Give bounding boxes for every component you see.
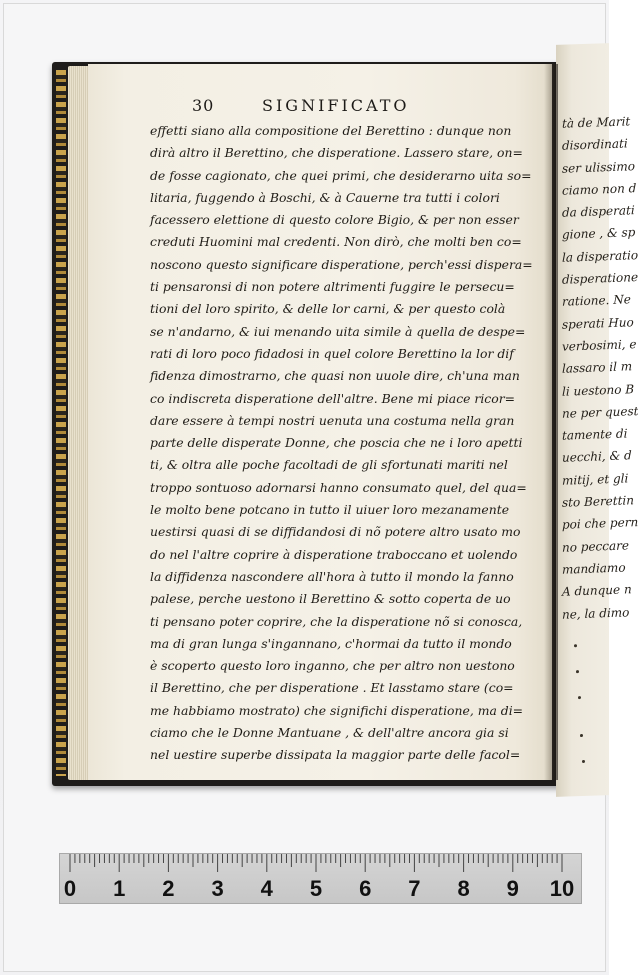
- ruler-label: 8: [457, 876, 470, 901]
- ruler-label: 1: [113, 876, 126, 901]
- ruler-ticks: [70, 854, 562, 874]
- right-text-line: disordinati: [562, 136, 628, 154]
- ornament-dot: [580, 734, 583, 737]
- ornament-dot: [574, 644, 577, 647]
- right-text-line: mandiamo: [562, 560, 626, 577]
- text-line: ti pensano poter coprire, che la disperatione nõ si conosca,: [150, 613, 523, 629]
- right-page-text: [562, 111, 638, 626]
- book-gutter: [544, 64, 558, 780]
- right-text-line: disperatione: [562, 270, 638, 287]
- text-line: troppo sontuoso adornarsi hanno consumato quel, del qua=: [150, 479, 527, 495]
- right-text-line: la disperatio: [562, 247, 638, 265]
- ruler-label: 7: [408, 876, 421, 901]
- ruler-label: 6: [359, 876, 372, 901]
- ruler-label: 10: [549, 876, 575, 901]
- text-line: le molto bene potcano in tutto il uiuer loro mezanamente: [150, 502, 510, 518]
- text-line: ti, & oltra alle poche facoltadi de gli sfortunati mariti nel: [150, 457, 508, 473]
- text-line: palese, perche uestono il Berettino & sotto coperta de uo: [150, 591, 511, 607]
- right-text-line: tamente di: [562, 426, 628, 443]
- ornament-dot: [578, 696, 581, 699]
- text-line: uestirsi quasi di se diffidandosi di nõ potere altro usato mo: [150, 524, 521, 540]
- text-line: noscono questo significare disperatione, perch'essi dispera=: [150, 256, 533, 272]
- right-text-line: no peccare: [562, 538, 629, 555]
- page-edges: [68, 66, 90, 780]
- right-text-line: uecchi, & d: [562, 448, 632, 466]
- right-text-line: ciamo non d: [562, 181, 637, 198]
- right-text-line: ne per quest: [562, 403, 638, 421]
- text-line: ti pensaronsi di non potere altrimenti fuggire le persecu=: [150, 279, 515, 295]
- gilt-spine-tooling: [56, 70, 66, 776]
- right-text-line: A dunque n: [562, 582, 632, 599]
- text-line: tioni del loro spirito, & delle lor carni, & per questo colà: [150, 301, 506, 317]
- text-line: facessero elettione di questo colore Bigio, & per non esser: [150, 212, 519, 228]
- right-text-line: ser ulissimo: [562, 158, 635, 176]
- right-text-line: sperati Huo: [562, 314, 634, 332]
- text-line: dirà altro il Berettino, che disperatione. Lassero stare, on=: [150, 145, 523, 161]
- right-page: [556, 43, 638, 797]
- ruler-labels: [63, 876, 575, 901]
- text-line: ma di gran lunga s'ingannano, c'hormai da tutto il mondo: [150, 635, 512, 651]
- right-text-line: verbosimi, e: [562, 337, 637, 354]
- right-text-line: poi che pern: [562, 515, 638, 533]
- right-text-line: da disperati: [562, 203, 635, 220]
- text-line: me habbiamo mostrato) che significhi disperatione, ma di=: [150, 702, 524, 718]
- ruler-label: 2: [162, 876, 175, 901]
- text-line: do nel l'altre coprire à disperatione traboccano et uolendo: [150, 546, 518, 562]
- text-line: la diffidenza nascondere all'hora à tutto il mondo la fanno: [150, 568, 514, 584]
- right-text-line: lassaro il m: [562, 359, 633, 376]
- text-line: nel uestire superbe dissipata la maggior parte delle facol=: [150, 747, 521, 763]
- text-line: dare essere à tempi nostri uenuta una costuma nella gran: [150, 412, 515, 428]
- right-text-line: tà de Marit: [562, 114, 631, 131]
- text-line: il Berettino, che per disperatione . Et lasstamo stare (co=: [150, 680, 514, 696]
- right-text-line: li uestono B: [562, 381, 635, 399]
- ornament-dot: [582, 760, 585, 763]
- text-line: de fosse cagionato, che quei primi, che desiderarno uita so=: [150, 167, 532, 183]
- right-text-line: ne, la dimo: [562, 604, 630, 622]
- right-text-line: gione , & sp: [562, 225, 636, 243]
- text-line: è scoperto questo loro inganno, che per altro non uestono: [150, 658, 515, 674]
- text-line: se n'andarno, & iui menando uita simile à quella de despe=: [150, 323, 526, 339]
- ruler-label: 9: [506, 876, 519, 901]
- ruler-label: 3: [211, 876, 224, 901]
- text-line: litaria, fuggendo à Boschi, & à Cauerne tra tutti i colori: [150, 189, 500, 205]
- text-line: ciamo che le Donne Mantuane , & dell'altre ancora gia si: [150, 725, 509, 741]
- page-number: 30: [192, 96, 215, 115]
- text-line: rati di loro poco fidadosi in quel colore Berettino la lor dif: [150, 345, 514, 361]
- running-head: SIGNIFICATO: [262, 96, 410, 115]
- page-body-text: [150, 120, 533, 767]
- scale-ruler: [59, 853, 582, 904]
- text-line: effetti siano alla compositione del Berettino : dunque non: [150, 123, 512, 138]
- ruler-label: 4: [260, 876, 273, 901]
- text-line: parte delle disperate Donne, che poscia che ne i loro apetti: [150, 435, 523, 451]
- ruler-label: 5: [309, 876, 323, 901]
- text-line: fidenza dimostrarno, che quasi non uuole dire, ch'una man: [150, 368, 520, 384]
- text-line: creduti Huomini mal credenti. Non dirò, che molti ben co=: [150, 234, 522, 250]
- right-text-line: sto Berettin: [562, 493, 634, 510]
- right-text-line: mitij, et gli: [562, 471, 629, 488]
- ruler-label: 0: [63, 876, 77, 901]
- right-text-line: ratione. Ne: [562, 292, 631, 310]
- text-line: co indiscreta disperatione dell'altre. Bene mi piace ricor=: [150, 390, 515, 406]
- ornament-dot: [576, 670, 579, 673]
